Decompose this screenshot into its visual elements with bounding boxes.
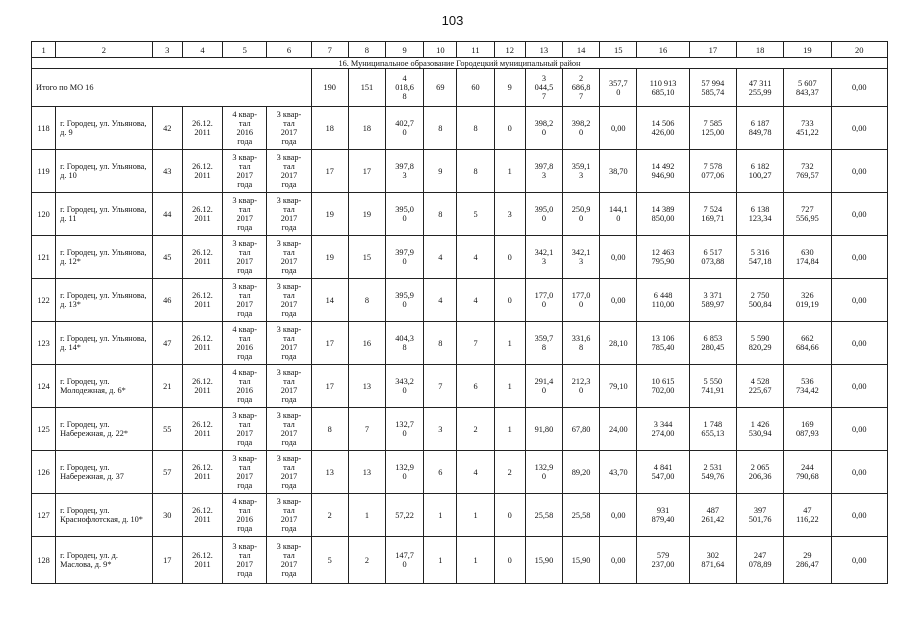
table-cell: 5 [311,537,348,584]
column-number-cell: 4 [182,42,222,58]
column-number-cell: 15 [600,42,637,58]
table-cell: 3 371 589,97 [689,279,736,322]
table-cell: 326 019,19 [784,279,831,322]
table-cell: 15,90 [563,537,600,584]
table-cell: 25,58 [563,494,600,537]
table-cell: 7 [424,365,457,408]
table-cell: 3 квар- тал 2017 года [223,408,267,451]
table-cell: 8 [424,322,457,365]
table-cell: 4 [424,236,457,279]
table-cell: 26.12. 2011 [182,365,222,408]
table-cell: 0 [494,537,525,584]
table-cell: 331,6 8 [563,322,600,365]
table-cell: 0,00 [831,322,888,365]
table-cell: 630 174,84 [784,236,831,279]
table-cell: 244 790,68 [784,451,831,494]
table-cell: 0 [494,107,525,150]
table-cell: 1 [424,537,457,584]
total-cell: 0,00 [831,69,888,107]
total-cell: 5 607 843,37 [784,69,831,107]
table-cell: 0,00 [831,107,888,150]
table-cell: 250,9 0 [563,193,600,236]
column-number-cell: 6 [267,42,311,58]
table-cell: 3 квар- тал 2017 года [223,236,267,279]
table-cell: 67,80 [563,408,600,451]
column-number-cell: 13 [525,42,562,58]
table-cell: 147,7 0 [386,537,424,584]
table-cell: 404,3 8 [386,322,424,365]
table-cell: 3 квар- тал 2017 года [267,193,311,236]
table-cell: 26.12. 2011 [182,279,222,322]
column-number-cell: 20 [831,42,888,58]
table-cell: 45 [152,236,182,279]
table-cell: 397,8 3 [386,150,424,193]
table-cell: 6 448 110,00 [637,279,689,322]
table-row [32,193,888,236]
table-cell: 342,1 3 [525,236,562,279]
table-cell: 7 524 169,71 [689,193,736,236]
table-row [32,451,888,494]
address-cell: г. Городец, ул. Ульянова, д. 13* [56,279,153,322]
table-cell: 8 [457,107,494,150]
column-number-cell: 11 [457,42,494,58]
table-cell: 9 [424,150,457,193]
table-cell: 395,0 0 [386,193,424,236]
table-cell: 3 квар- тал 2017 года [267,322,311,365]
total-cell: 4 018,6 8 [386,69,424,107]
table-cell: 0,00 [831,150,888,193]
column-number-cell: 8 [348,42,385,58]
table-row [32,322,888,365]
table-cell: 132,9 0 [386,451,424,494]
table-cell: 8 [457,150,494,193]
table-cell: 2 [348,537,385,584]
table-cell: 1 [494,322,525,365]
table-cell: 2 [311,494,348,537]
table-cell: 8 [348,279,385,322]
row-number-cell: 119 [32,150,56,193]
table-cell: 13 106 785,40 [637,322,689,365]
address-cell: г. Городец, ул. Ульянова, д. 10 [56,150,153,193]
table-cell: 55 [152,408,182,451]
table-cell: 16 [348,322,385,365]
table-cell: 7 578 077,06 [689,150,736,193]
table-cell: 2 [494,451,525,494]
table-cell: 4 квар- тал 2016 года [223,365,267,408]
table-cell: 0,00 [600,494,637,537]
total-cell: 60 [457,69,494,107]
table-cell: 132,7 0 [386,408,424,451]
table-cell: 4 квар- тал 2016 года [223,107,267,150]
row-number-cell: 125 [32,408,56,451]
table-cell: 3 квар- тал 2017 года [267,236,311,279]
table-cell: 26.12. 2011 [182,537,222,584]
table-cell: 21 [152,365,182,408]
table-cell: 4 [457,451,494,494]
table-cell: 247 078,89 [736,537,783,584]
table-cell: 6 517 073,88 [689,236,736,279]
section-title: 16. Муниципальное образование Городецкий муниципальный район [32,58,888,69]
table-cell: 47 116,22 [784,494,831,537]
table-cell: 0,00 [831,494,888,537]
table-cell: 4 квар- тал 2016 года [223,322,267,365]
address-cell: г. Городец, ул. Молодежная, д. 6* [56,365,153,408]
row-number-cell: 121 [32,236,56,279]
table-cell: 26.12. 2011 [182,236,222,279]
table-cell: 1 [457,494,494,537]
column-number-cell: 3 [152,42,182,58]
table-cell: 4 [457,279,494,322]
address-cell: г. Городец, ул. Ульянова, д. 9 [56,107,153,150]
table-cell: 3 [494,193,525,236]
table-cell: 733 451,22 [784,107,831,150]
table-cell: 26.12. 2011 [182,494,222,537]
table-cell: 2 531 549,76 [689,451,736,494]
table-cell: 4 841 547,00 [637,451,689,494]
table-cell: 727 556,95 [784,193,831,236]
table-cell: 26.12. 2011 [182,451,222,494]
table-cell: 0,00 [600,279,637,322]
table-cell: 0,00 [600,236,637,279]
table-cell: 1 748 655,13 [689,408,736,451]
table-cell: 402,7 0 [386,107,424,150]
table-cell: 397 501,76 [736,494,783,537]
table-cell: 2 [457,408,494,451]
table-cell: 5 [457,193,494,236]
table-cell: 3 квар- тал 2017 года [267,279,311,322]
column-number-cell: 17 [689,42,736,58]
table-cell: 359,1 3 [563,150,600,193]
table-cell: 3 квар- тал 2017 года [223,451,267,494]
total-cell: 190 [311,69,348,107]
table-cell: 5 590 820,29 [736,322,783,365]
table-cell: 342,1 3 [563,236,600,279]
table-cell: 2 750 500,84 [736,279,783,322]
table-cell: 17 [311,150,348,193]
section-row [32,58,888,69]
table-cell: 536 734,42 [784,365,831,408]
table-row [32,236,888,279]
table-cell: 579 237,00 [637,537,689,584]
table-cell: 4 квар- тал 2016 года [223,494,267,537]
table-cell: 931 879,40 [637,494,689,537]
table-cell: 3 квар- тал 2017 года [267,408,311,451]
table-cell: 6 853 280,45 [689,322,736,365]
table-cell: 25,58 [525,494,562,537]
table-cell: 212,3 0 [563,365,600,408]
table-cell: 0,00 [831,236,888,279]
table-cell: 2 065 206,36 [736,451,783,494]
table-cell: 42 [152,107,182,150]
table-cell: 291,4 0 [525,365,562,408]
table-cell: 0,00 [831,279,888,322]
table-cell: 19 [311,236,348,279]
table-cell: 0,00 [831,451,888,494]
table-cell: 13 [311,451,348,494]
table-cell: 8 [424,193,457,236]
row-number-cell: 122 [32,279,56,322]
column-number-row [32,42,888,58]
table-cell: 6 187 849,78 [736,107,783,150]
column-number-cell: 9 [386,42,424,58]
column-number-cell: 5 [223,42,267,58]
table-cell: 17 [152,537,182,584]
column-number-cell: 18 [736,42,783,58]
total-cell: 3 044,5 7 [525,69,562,107]
address-cell: г. Городец, ул. Набережная, д. 22* [56,408,153,451]
table-cell: 26.12. 2011 [182,322,222,365]
table-cell: 44 [152,193,182,236]
column-number-cell: 1 [32,42,56,58]
total-cell: 2 686,8 7 [563,69,600,107]
table-cell: 0 [494,279,525,322]
table-cell: 3 квар- тал 2017 года [267,150,311,193]
row-number-cell: 124 [32,365,56,408]
total-cell: 69 [424,69,457,107]
table-cell: 3 квар- тал 2017 года [267,537,311,584]
table-cell: 12 463 795,90 [637,236,689,279]
table-cell: 28,10 [600,322,637,365]
row-number-cell: 126 [32,451,56,494]
table-cell: 169 087,93 [784,408,831,451]
total-label: Итого по МО 16 [32,69,312,107]
table-cell: 132,9 0 [525,451,562,494]
table-cell: 43 [152,150,182,193]
table-cell: 17 [311,322,348,365]
table-cell: 302 871,64 [689,537,736,584]
housing-program-table [31,41,888,584]
table-cell: 26.12. 2011 [182,193,222,236]
table-cell: 15,90 [525,537,562,584]
table-cell: 57 [152,451,182,494]
table-cell: 3 квар- тал 2017 года [267,494,311,537]
row-number-cell: 123 [32,322,56,365]
table-cell: 177,0 0 [563,279,600,322]
table-cell: 29 286,47 [784,537,831,584]
table-cell: 0,00 [831,365,888,408]
table-cell: 1 [494,150,525,193]
table-cell: 19 [348,193,385,236]
table-cell: 395,0 0 [525,193,562,236]
page-number: 103 [441,13,464,28]
total-cell: 151 [348,69,385,107]
table-cell: 43,70 [600,451,637,494]
column-number-cell: 16 [637,42,689,58]
table-cell: 38,70 [600,150,637,193]
table-cell: 397,9 0 [386,236,424,279]
address-cell: г. Городец, ул. Краснофлотская, д. 10* [56,494,153,537]
row-number-cell: 118 [32,107,56,150]
address-cell: г. Городец, ул. Ульянова, д. 12* [56,236,153,279]
table-cell: 359,7 8 [525,322,562,365]
table-cell: 398,2 0 [563,107,600,150]
table-cell: 0,00 [600,107,637,150]
table-cell: 46 [152,279,182,322]
table-cell: 0,00 [831,537,888,584]
table-cell: 17 [311,365,348,408]
table-cell: 732 769,57 [784,150,831,193]
table-cell: 8 [424,107,457,150]
table-cell: 177,0 0 [525,279,562,322]
table-row [32,494,888,537]
table-cell: 6 [424,451,457,494]
column-number-cell: 7 [311,42,348,58]
table-row [32,365,888,408]
table-cell: 3 квар- тал 2017 года [267,451,311,494]
total-cell: 9 [494,69,525,107]
table-cell: 5 316 547,18 [736,236,783,279]
table-cell: 3 квар- тал 2017 года [223,150,267,193]
table-cell: 14 389 850,00 [637,193,689,236]
table-row [32,537,888,584]
table-row [32,107,888,150]
table-cell: 144,1 0 [600,193,637,236]
column-number-cell: 19 [784,42,831,58]
table-cell: 17 [348,150,385,193]
table-cell: 8 [311,408,348,451]
table-cell: 26.12. 2011 [182,107,222,150]
column-number-cell: 2 [56,42,153,58]
table-cell: 7 [348,408,385,451]
table-cell: 4 528 225,67 [736,365,783,408]
column-number-cell: 12 [494,42,525,58]
table-cell: 0 [494,494,525,537]
address-cell: г. Городец, ул. Ульянова, д. 11 [56,193,153,236]
table-cell: 57,22 [386,494,424,537]
table-cell: 3 344 274,00 [637,408,689,451]
table-cell: 1 426 530,94 [736,408,783,451]
table-cell: 1 [457,537,494,584]
table-cell: 13 [348,365,385,408]
table-cell: 14 506 426,00 [637,107,689,150]
table-cell: 6 [457,365,494,408]
table-cell: 4 [424,279,457,322]
table-cell: 91,80 [525,408,562,451]
table-cell: 343,2 0 [386,365,424,408]
table-cell: 1 [348,494,385,537]
table-cell: 398,2 0 [525,107,562,150]
row-number-cell: 127 [32,494,56,537]
table-cell: 10 615 702,00 [637,365,689,408]
table-cell: 3 [424,408,457,451]
table-cell: 3 квар- тал 2017 года [267,365,311,408]
table-cell: 6 182 100,27 [736,150,783,193]
table-cell: 3 квар- тал 2017 года [223,193,267,236]
table-cell: 15 [348,236,385,279]
table-cell: 19 [311,193,348,236]
table-cell: 662 684,66 [784,322,831,365]
table-cell: 5 550 741,91 [689,365,736,408]
row-number-cell: 128 [32,537,56,584]
table-cell: 79,10 [600,365,637,408]
table-cell: 397,8 3 [525,150,562,193]
table-cell: 487 261,42 [689,494,736,537]
table-cell: 0,00 [831,408,888,451]
table-cell: 6 138 123,34 [736,193,783,236]
table-row [32,408,888,451]
table-cell: 3 квар- тал 2017 года [223,537,267,584]
total-cell: 57 994 585,74 [689,69,736,107]
total-cell: 357,7 0 [600,69,637,107]
table-row [32,150,888,193]
table-cell: 26.12. 2011 [182,150,222,193]
table-cell: 89,20 [563,451,600,494]
total-cell: 47 311 255,99 [736,69,783,107]
table-cell: 7 [457,322,494,365]
table-cell: 18 [348,107,385,150]
table-cell: 1 [494,408,525,451]
table-cell: 1 [424,494,457,537]
row-number-cell: 120 [32,193,56,236]
address-cell: г. Городец, ул. Ульянова, д. 14* [56,322,153,365]
table-cell: 7 585 125,00 [689,107,736,150]
table-cell: 3 квар- тал 2017 года [267,107,311,150]
table-cell: 0,00 [831,193,888,236]
table-cell: 14 [311,279,348,322]
table-cell: 1 [494,365,525,408]
column-number-cell: 10 [424,42,457,58]
table-cell: 4 [457,236,494,279]
table-cell: 13 [348,451,385,494]
table-cell: 0,00 [600,537,637,584]
table-cell: 395,9 0 [386,279,424,322]
table-cell: 47 [152,322,182,365]
table-cell: 0 [494,236,525,279]
total-cell: 110 913 685,10 [637,69,689,107]
table-cell: 18 [311,107,348,150]
table-cell: 26.12. 2011 [182,408,222,451]
address-cell: г. Городец, ул. Набережная, д. 37 [56,451,153,494]
column-number-cell: 14 [563,42,600,58]
table-cell: 3 квар- тал 2017 года [223,279,267,322]
address-cell: г. Городец, ул. д. Маслова, д. 9* [56,537,153,584]
table-cell: 30 [152,494,182,537]
table-cell: 14 492 946,90 [637,150,689,193]
total-row [32,69,888,107]
table-cell: 24,00 [600,408,637,451]
table-row [32,279,888,322]
